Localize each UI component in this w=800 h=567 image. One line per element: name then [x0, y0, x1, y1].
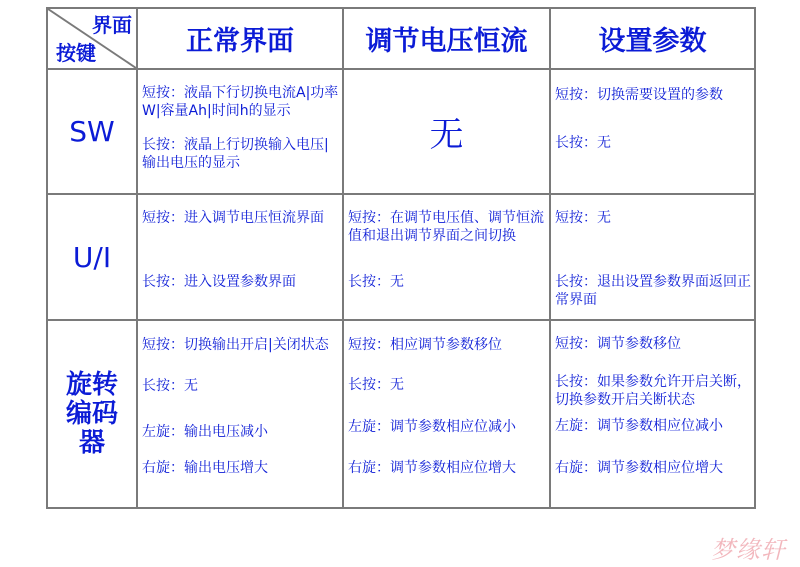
row-header-sw: SW: [47, 69, 137, 194]
encoder-adjust-short-press: 短按：相应调节参数移位: [348, 337, 502, 353]
encoder-adjust-rotate-right: 右旋：调节参数相应位增大: [348, 460, 516, 476]
cell-sw-adjust: 无: [343, 69, 550, 194]
encoder-label-line2: 编码: [65, 398, 118, 429]
column-header-adjust: 调节电压恒流: [343, 8, 550, 69]
encoder-label-line3: 器: [78, 427, 105, 458]
row-ui: [47, 194, 755, 320]
sw-settings-long-press: 长按：无: [555, 135, 611, 151]
header-row: [47, 8, 755, 69]
cell-encoder-normal: [137, 320, 343, 508]
cell-sw-settings: [550, 69, 755, 194]
row-header-ui: U/I: [47, 194, 137, 320]
cell-ui-adjust: [343, 194, 550, 320]
cell-ui-normal: [137, 194, 343, 320]
encoder-normal-rotate-left: 左旋：输出电压减小: [142, 424, 268, 440]
cell-sw-normal: [137, 69, 343, 194]
row-sw: [47, 69, 755, 194]
column-header-settings: 设置参数: [550, 8, 755, 69]
row-encoder: [47, 320, 755, 508]
encoder-settings-rotate-left: 左旋：调节参数相应位减小: [555, 418, 723, 434]
encoder-adjust-rotate-left: 左旋：调节参数相应位减小: [348, 419, 516, 435]
row-header-rotary-encoder: [47, 320, 137, 508]
encoder-normal-short-press: 短按：切换输出开启|关闭状态: [142, 337, 329, 353]
watermark: 梦缘轩: [711, 536, 786, 564]
ui-adjust-long-press: 长按：无: [348, 274, 404, 290]
ui-adjust-short-press: 短按：在调节电压值、调节恒流值和退出调节界面之间切换: [348, 210, 544, 244]
sw-normal-long-press: 长按：液晶上行切换输入电压|输出电压的显示: [142, 137, 329, 171]
cell-encoder-settings: [550, 320, 755, 508]
ui-normal-short-press: 短按：进入调节电压恒流界面: [142, 210, 324, 226]
encoder-settings-short-press: 短按：调节参数移位: [555, 336, 681, 352]
ui-normal-long-press: 长按：进入设置参数界面: [142, 274, 296, 290]
key-function-table: [46, 7, 756, 509]
cell-ui-settings: [550, 194, 755, 320]
ui-settings-long-press: 长按：退出设置参数界面返回正常界面: [555, 274, 751, 308]
sw-normal-short-press: 短按：液晶下行切换电流A|功率W|容量Ah|时间h的显示: [142, 85, 339, 119]
corner-label-key: 按键: [56, 41, 96, 65]
ui-settings-short-press: 短按：无: [555, 210, 611, 226]
encoder-label-line1: 旋转: [65, 369, 118, 400]
sw-settings-short-press: 短按：切换需要设置的参数: [555, 87, 723, 103]
corner-label-interface: 界面: [92, 13, 132, 37]
encoder-normal-rotate-right: 右旋：输出电压增大: [142, 460, 268, 476]
encoder-adjust-long-press: 长按：无: [348, 377, 404, 393]
encoder-settings-rotate-right: 右旋：调节参数相应位增大: [555, 460, 723, 476]
encoder-normal-long-press: 长按：无: [142, 378, 198, 394]
corner-header-cell: [47, 8, 137, 69]
encoder-settings-long-press: 长按：如果参数允许开启关断，切换参数开启关断状态: [555, 374, 751, 408]
column-header-normal: 正常界面: [137, 8, 343, 69]
cell-encoder-adjust: [343, 320, 550, 508]
